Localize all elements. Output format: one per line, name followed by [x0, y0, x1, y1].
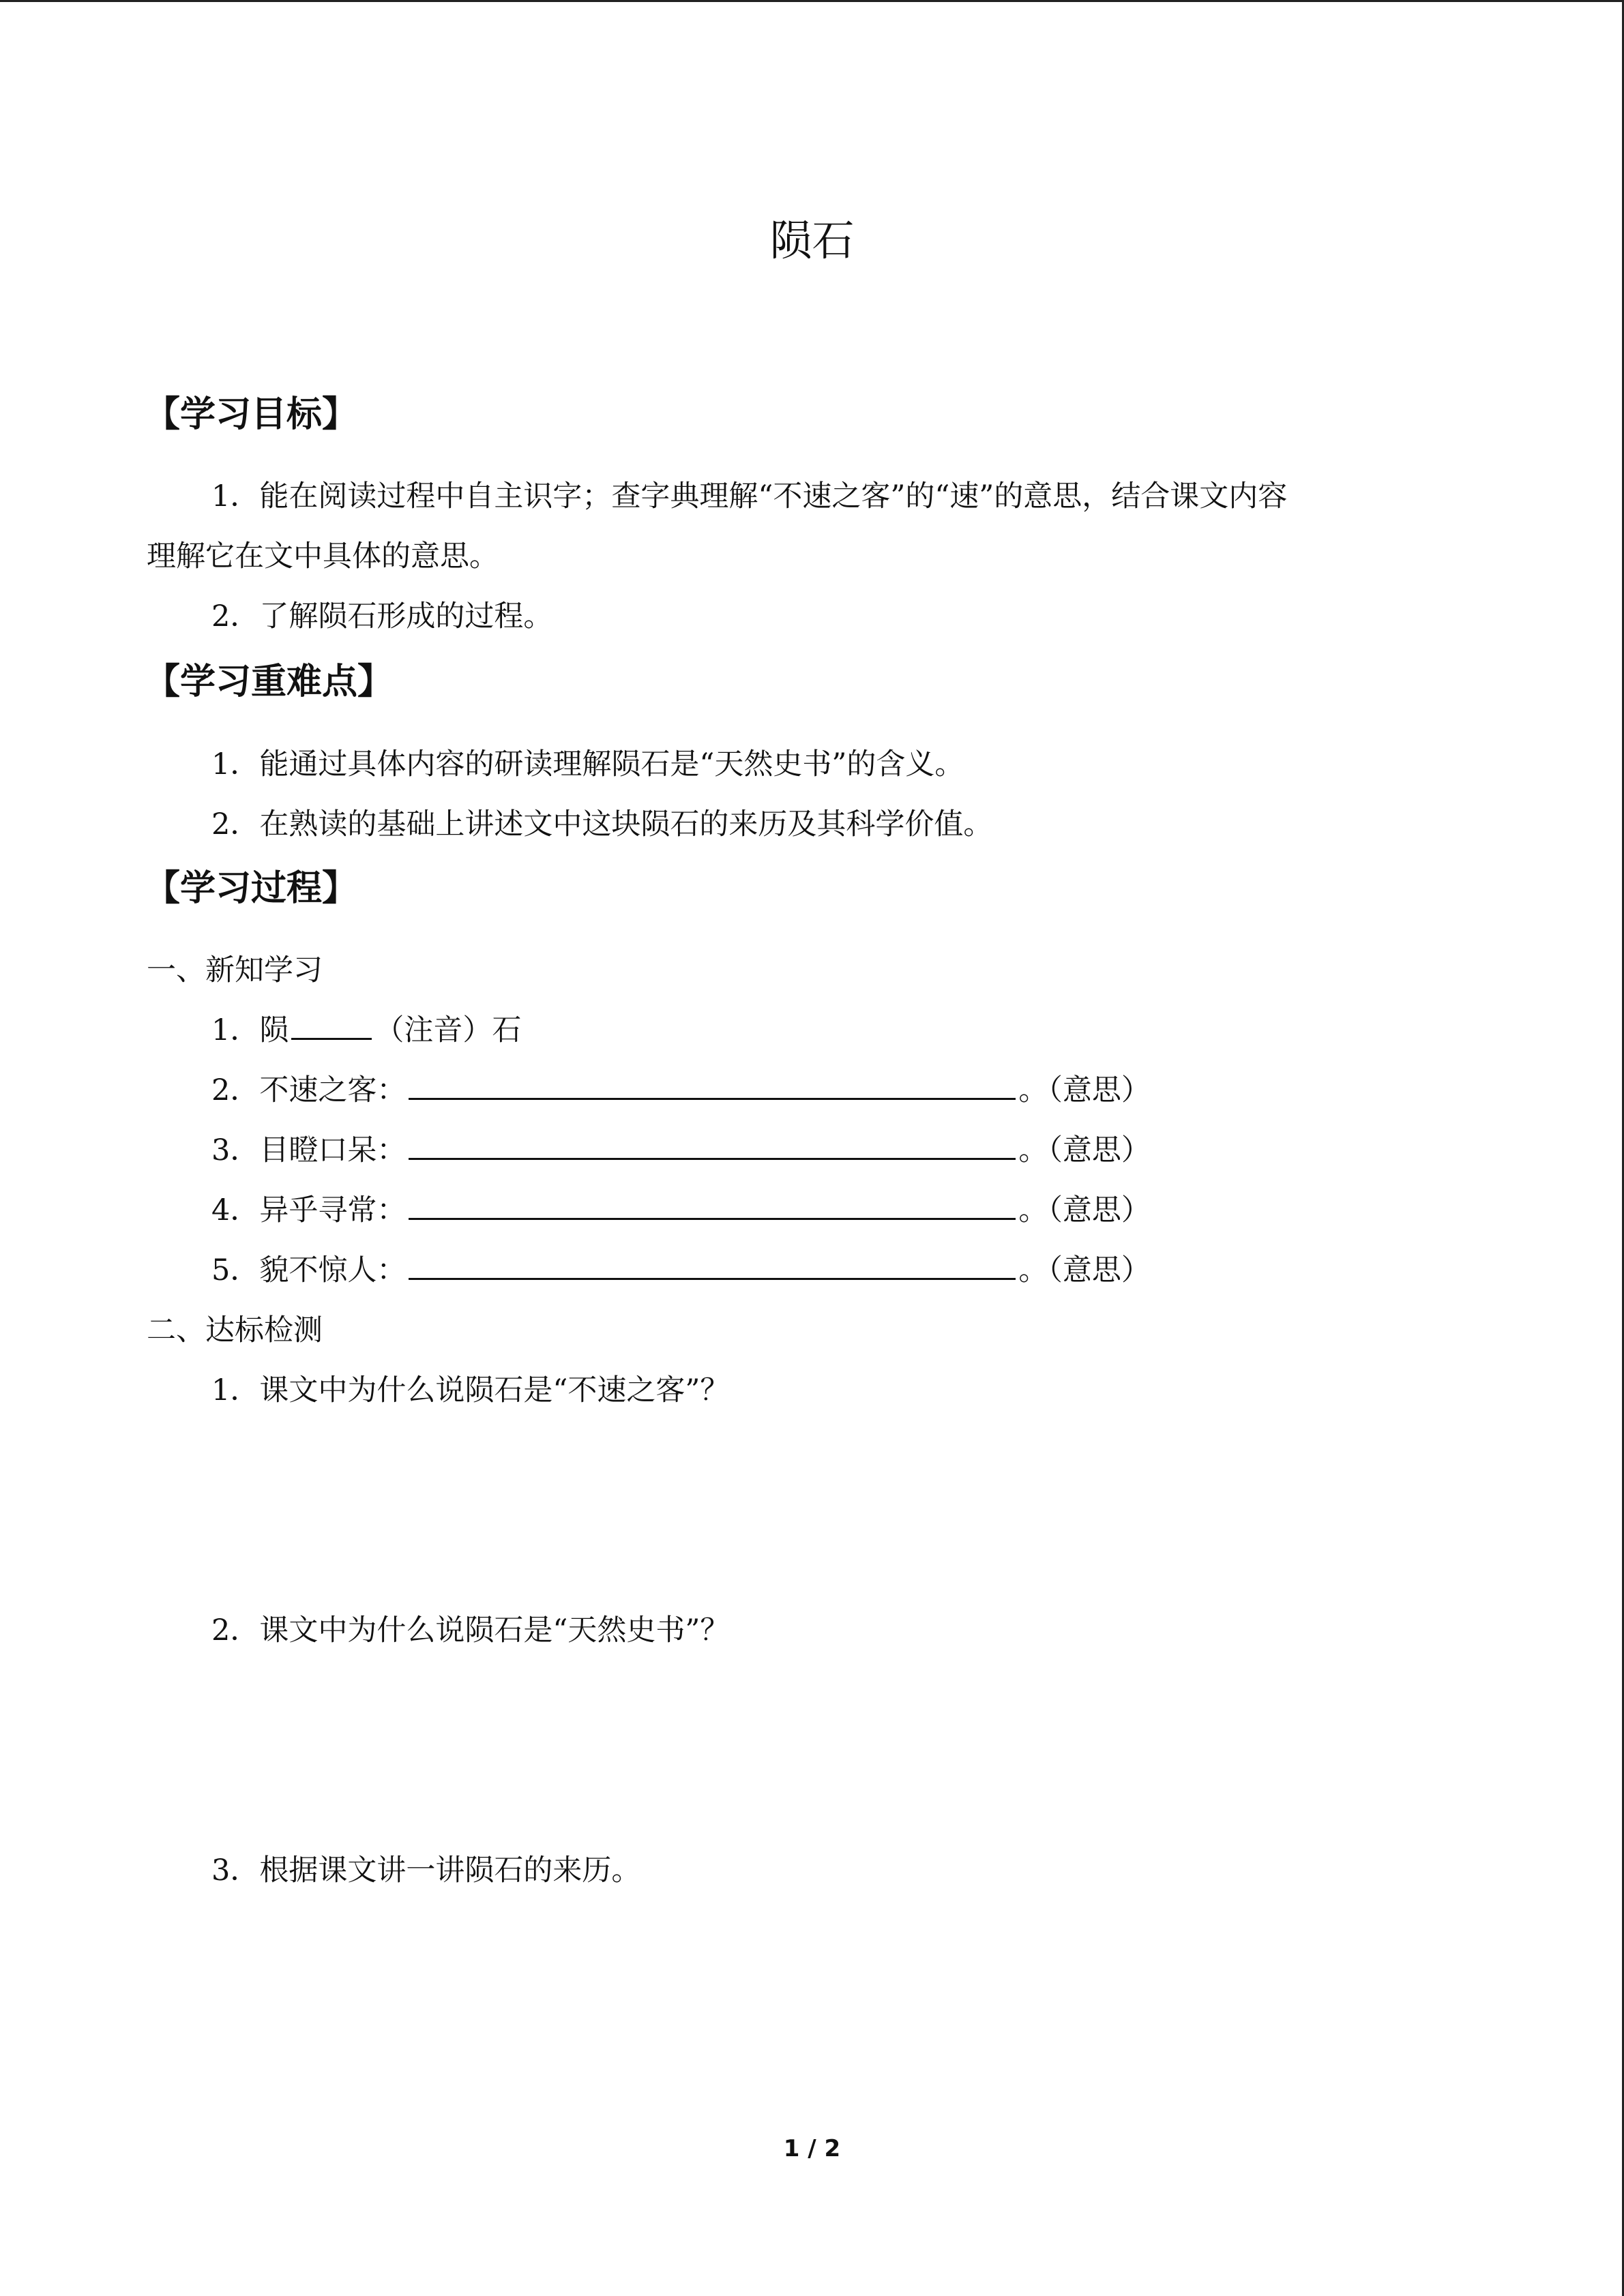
answer-blank[interactable]	[409, 1157, 1016, 1160]
pinyin-item	[211, 1010, 521, 1051]
vocab-item	[211, 1250, 1151, 1291]
section-heading-goals: 【学习目标】	[145, 394, 358, 435]
vocab-item	[211, 1190, 1151, 1231]
vocab-suffix: 。（意思）	[1018, 1253, 1151, 1287]
part-2-title: 二、达标检测	[147, 1313, 323, 1347]
answer-blank[interactable]	[409, 1217, 1016, 1220]
part-1-title: 一、新知学习	[147, 953, 323, 987]
key-point-1: 1．能通过具体内容的研读理解陨石是“天然史书”的含义。	[211, 747, 964, 781]
pinyin-blank[interactable]	[291, 1037, 372, 1040]
vocab-term: 5．貌不惊人：	[211, 1253, 407, 1287]
question-3: 3．根据课文讲一讲陨石的来历。	[211, 1853, 641, 1888]
answer-blank[interactable]	[409, 1277, 1016, 1280]
goal-item-2: 2．了解陨石形成的过程。	[211, 599, 553, 633]
goal-item-1-line-2: 理解它在文中具体的意思。	[147, 539, 499, 573]
vocab-suffix: 。（意思）	[1018, 1193, 1151, 1227]
section-heading-process: 【学习过程】	[145, 868, 358, 909]
key-point-2: 2．在熟读的基础上讲述文中这块陨石的来历及其科学价值。	[211, 807, 993, 841]
vocab-term: 3．目瞪口呆：	[211, 1133, 407, 1167]
vocab-item	[211, 1130, 1151, 1171]
goal-item-1-line-1: 1．能在阅读过程中自主识字；查字典理解“不速之客”的“速”的意思，结合课文内容	[211, 479, 1288, 513]
vocab-term: 2．不速之客：	[211, 1073, 407, 1107]
page-title: 陨石	[769, 215, 855, 265]
vocab-term: 4．异乎寻常：	[211, 1193, 407, 1227]
pinyin-item-prefix: 1．陨	[211, 1013, 289, 1047]
pinyin-item-suffix: （注音）石	[374, 1013, 522, 1047]
answer-blank[interactable]	[409, 1097, 1016, 1100]
vocab-item	[211, 1070, 1151, 1111]
question-1: 1．课文中为什么说陨石是“不速之客”？	[211, 1373, 730, 1407]
question-2: 2．课文中为什么说陨石是“天然史书”？	[211, 1613, 730, 1648]
section-heading-key-points: 【学习重难点】	[145, 661, 394, 702]
page-number: 1 / 2	[783, 2135, 841, 2162]
vocab-suffix: 。（意思）	[1018, 1133, 1151, 1167]
vocab-suffix: 。（意思）	[1018, 1073, 1151, 1107]
